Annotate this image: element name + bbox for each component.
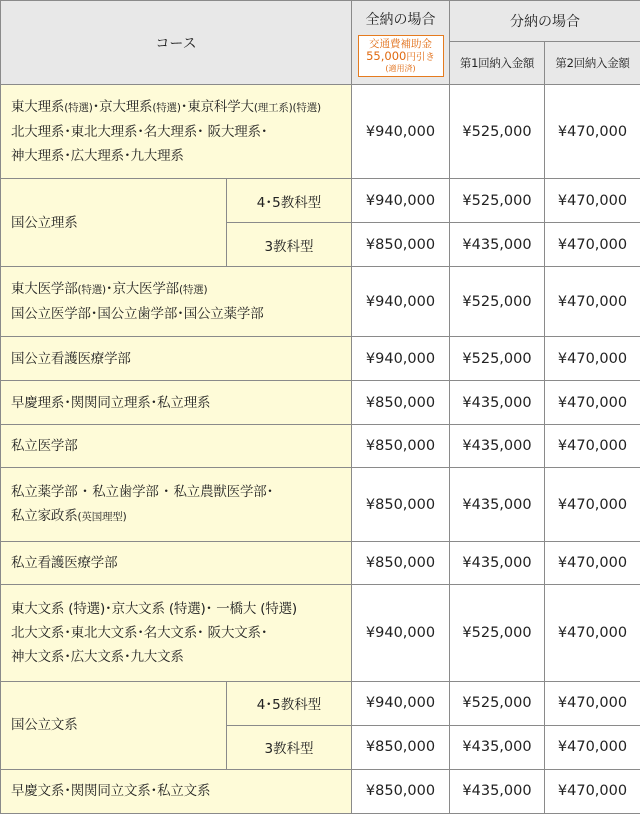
discount-suffix: 円引き — [406, 51, 435, 63]
first-amount-cell: ¥435,000 — [450, 468, 545, 541]
course-name-text: (特選) — [292, 102, 321, 115]
full-amount-cell: ¥850,000 — [352, 381, 450, 425]
table-row — [1, 541, 640, 584]
course-name-text: ･京大理系 — [92, 99, 153, 116]
course-name-cell — [1, 337, 352, 381]
table-row — [1, 381, 640, 425]
course-variant-cell: 3教科型 — [227, 725, 352, 769]
course-name-cell — [1, 179, 227, 267]
course-name-cell — [1, 681, 227, 769]
second-amount-cell: ¥470,000 — [545, 223, 640, 267]
table-row — [1, 468, 640, 541]
course-name-cell — [1, 541, 352, 584]
table-row — [1, 584, 640, 681]
full-amount-cell: ¥940,000 — [352, 337, 450, 381]
course-name-text: (特選) — [64, 102, 93, 115]
full-amount-cell: ¥940,000 — [352, 584, 450, 681]
discount-note: (適用済) — [385, 63, 416, 73]
first-amount-cell: ¥435,000 — [450, 769, 545, 813]
full-amount-cell: ¥940,000 — [352, 179, 450, 223]
course-name-text: ･東京科学大 — [180, 99, 254, 116]
discount-label: 交通費補助金 — [369, 37, 432, 50]
course-name-text: 東大医学部 — [11, 281, 78, 298]
table-row — [1, 337, 640, 381]
course-name-line — [11, 504, 341, 529]
full-payment-header — [352, 1, 450, 85]
course-name-line — [11, 551, 341, 575]
course-name-text: 早慶文系･関関同立文系･私立文系 — [11, 783, 211, 800]
table-row — [1, 681, 640, 725]
second-amount-cell: ¥470,000 — [545, 179, 640, 223]
course-name-line — [11, 779, 341, 803]
second-amount-cell: ¥470,000 — [545, 267, 640, 337]
second-amount-cell: ¥470,000 — [545, 725, 640, 769]
course-name-line — [11, 211, 216, 235]
discount-amount-line — [359, 50, 443, 64]
course-name-text: (特選) — [178, 284, 208, 297]
course-name-line — [11, 302, 341, 326]
first-amount-cell: ¥525,000 — [450, 85, 545, 179]
second-amount-cell: ¥470,000 — [545, 85, 640, 179]
full-amount-cell: ¥940,000 — [352, 681, 450, 725]
course-name-line — [11, 621, 341, 645]
full-amount-cell: ¥850,000 — [352, 769, 450, 813]
course-name-text: 私立家政系 — [11, 508, 78, 524]
second-amount-cell: ¥470,000 — [545, 468, 640, 541]
course-name-text: 北大文系･東北大文系･名大文系･ 阪大文系･ — [11, 624, 268, 641]
split-payment-header: 分納の場合 — [450, 1, 640, 42]
course-name-cell — [1, 85, 352, 179]
course-name-line — [11, 120, 341, 144]
first-amount-cell: ¥525,000 — [450, 337, 545, 381]
course-name-text: 国公立医学部･国公立歯学部･国公立薬学部 — [11, 306, 264, 323]
course-name-cell — [1, 381, 352, 425]
course-name-line — [11, 391, 341, 415]
course-name-cell — [1, 468, 352, 541]
course-name-text: (特選) — [77, 284, 106, 297]
second-installment-header: 第2回納入金額 — [545, 42, 640, 85]
course-name-text: 神大文系･広大文系･九大文系 — [11, 648, 184, 665]
second-amount-cell: ¥470,000 — [545, 541, 640, 584]
course-name-line — [11, 277, 341, 302]
course-name-line — [11, 597, 341, 621]
full-amount-cell: ¥850,000 — [352, 425, 450, 468]
table-row — [1, 85, 640, 179]
second-amount-cell: ¥470,000 — [545, 681, 640, 725]
full-amount-cell: ¥850,000 — [352, 725, 450, 769]
full-amount-cell: ¥940,000 — [352, 85, 450, 179]
course-name-text: 東大文系 (特選)･京大文系 (特選)･ 一橋大 (特選) — [11, 600, 297, 617]
first-amount-cell: ¥435,000 — [450, 425, 545, 468]
table-row — [1, 179, 640, 223]
course-name-line — [11, 645, 341, 669]
course-name-cell — [1, 769, 352, 813]
course-name-text: (特選) — [152, 102, 181, 115]
course-name-text: 私立薬学部 ･ 私立歯学部 ･ 私立農獣医学部･ — [11, 484, 274, 500]
full-amount-cell: ¥850,000 — [352, 468, 450, 541]
full-amount-cell: ¥850,000 — [352, 223, 450, 267]
course-header: コース — [1, 1, 352, 85]
full-payment-title: 全納の場合 — [365, 11, 436, 28]
course-name-text: (英国理型) — [77, 511, 127, 523]
course-name-text: 私立医学部 — [11, 438, 78, 455]
table-row — [1, 425, 640, 468]
second-amount-cell: ¥470,000 — [545, 769, 640, 813]
first-installment-header: 第1回納入金額 — [450, 42, 545, 85]
course-name-cell — [1, 267, 352, 337]
table-row — [1, 267, 640, 337]
full-amount-cell: ¥850,000 — [352, 541, 450, 584]
second-amount-cell: ¥470,000 — [545, 381, 640, 425]
first-amount-cell: ¥435,000 — [450, 541, 545, 584]
discount-badge — [358, 35, 444, 77]
first-amount-cell: ¥435,000 — [450, 725, 545, 769]
course-name-line — [11, 347, 341, 371]
course-name-text: ･京大医学部 — [105, 281, 179, 298]
course-variant-cell: 4･5教科型 — [227, 179, 352, 223]
course-name-line — [11, 434, 341, 458]
course-name-text: 神大理系･広大理系･九大理系 — [11, 148, 184, 165]
course-name-text: (理工系) — [253, 102, 293, 115]
first-amount-cell: ¥525,000 — [450, 179, 545, 223]
course-name-cell — [1, 425, 352, 468]
course-variant-cell: 4･5教科型 — [227, 681, 352, 725]
first-amount-cell: ¥435,000 — [450, 223, 545, 267]
course-name-text: 早慶理系･関関同立理系･私立理系 — [11, 394, 211, 411]
course-name-text: 国公立文系 — [11, 717, 78, 734]
course-name-text: 国公立理系 — [11, 214, 78, 231]
full-amount-cell: ¥940,000 — [352, 267, 450, 337]
first-amount-cell: ¥435,000 — [450, 381, 545, 425]
course-name-text: 東大理系 — [11, 99, 65, 116]
course-name-text: 北大理系･東北大理系･名大理系･ 阪大理系･ — [11, 124, 268, 141]
course-variant-cell: 3教科型 — [227, 223, 352, 267]
fee-table-body — [1, 85, 640, 814]
first-amount-cell: ¥525,000 — [450, 584, 545, 681]
second-amount-cell: ¥470,000 — [545, 337, 640, 381]
course-name-line — [11, 480, 341, 504]
course-name-line — [11, 144, 341, 168]
second-amount-cell: ¥470,000 — [545, 425, 640, 468]
discount-amount: 55,000 — [366, 48, 407, 63]
course-name-line — [11, 95, 341, 120]
table-row — [1, 769, 640, 813]
second-amount-cell: ¥470,000 — [545, 584, 640, 681]
course-name-text: 国公立看護医療学部 — [11, 350, 131, 367]
first-amount-cell: ¥525,000 — [450, 681, 545, 725]
first-amount-cell: ¥525,000 — [450, 267, 545, 337]
course-name-cell — [1, 584, 352, 681]
course-name-text: 私立看護医療学部 — [11, 554, 118, 571]
course-name-line — [11, 713, 216, 737]
